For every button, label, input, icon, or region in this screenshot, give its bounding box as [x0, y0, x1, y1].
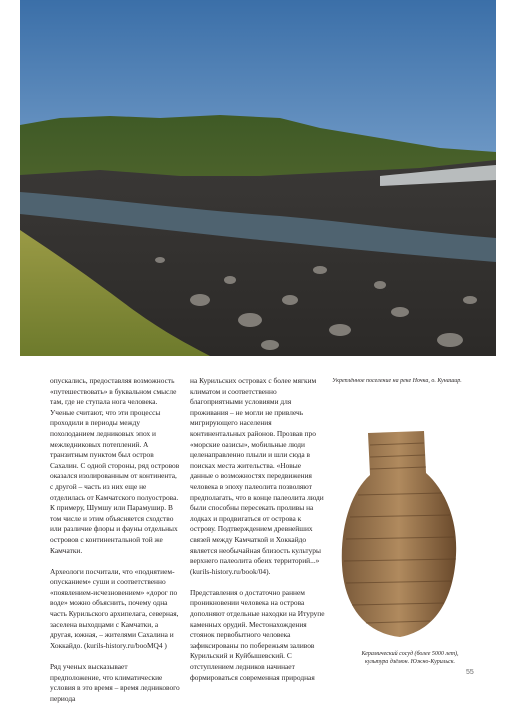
page-number: 55: [466, 669, 474, 676]
paragraph: Археологи посчитали, что «поднятием-опусканием» суши и соответственно «появлением-исчезновением» «дорог по воде» можно объяснить, почему одна часть Курильского архипелага, северная, заселена выходцами с Камчатки, а другая, южная, – жителями Сахалина и Хоккайдо. (kurils-history.ru/booMQ4 ): [50, 566, 179, 650]
landscape-photo: [20, 0, 496, 356]
photo-caption-top: Укреплённое поселение на реке Ночка, о. Кунашир.: [332, 378, 462, 384]
paragraph: опускались, предоставляя возможность «путешествовать» в буквальном смысле там, где не ступала нога человека. Ученые считают, что эти процессы проходили в периоды между похолоданием ледниковых эпох и межледниковых потеплений. А транзитным пунктом был остров Сахалин. С одной стороны, ряд островов оказался изолированным от континента, с другой – часть из них еще не отделилась от Камчатского полуострова. К примеру, Шумшу или Парамушир. В том числе и этим объясняется сходство или различие флоры и фауны отдельных островов с континентальной той же Камчатки.: [50, 376, 180, 555]
ceramic-vessel-image: [330, 425, 464, 650]
vessel-caption: Керамический сосуд (более 5000 лет), культура дзёмон. Южно-Курильск.: [361, 651, 459, 665]
text-column-2: [190, 376, 325, 694]
paragraph: Ряд ученых высказывает предположение, что климатические условия в это время – время ледникового периода: [50, 662, 180, 703]
text-column-1: [50, 376, 180, 715]
paragraph: на Курильских островах с более мягким климатом и соответственно благоприятными условиями для проживания – не могли не привлечь мигрирующего населения континентальных районов. Прозвав про «морские оазисы», мобильные люди целенаправленно плыли и шли сюда в поисках места жительства. «Новые данные о возможностях передвижения человека в эпоху палеолита позволяют предполагать, что в конце палеолита люди были способны пересекать проливы на лодках и продвигаться от острова к острову. Подтверждением древнейших связей между Камчаткой и Хоккайдо является необычайная близость культуры верхнего палеолита обеих территорий...» (kurils-history.ru/book/04).: [190, 376, 324, 576]
paragraph: Представления о достаточно раннем проникновении человека на острова дополняют отдельные находки на Итурупе каменных орудий. Местонахождения стоянок первобытного человека зафиксированы по побережьям заливов Курильский и Куйбышевский. С отступлением ледников начинает формироваться современная природная: [190, 587, 325, 682]
